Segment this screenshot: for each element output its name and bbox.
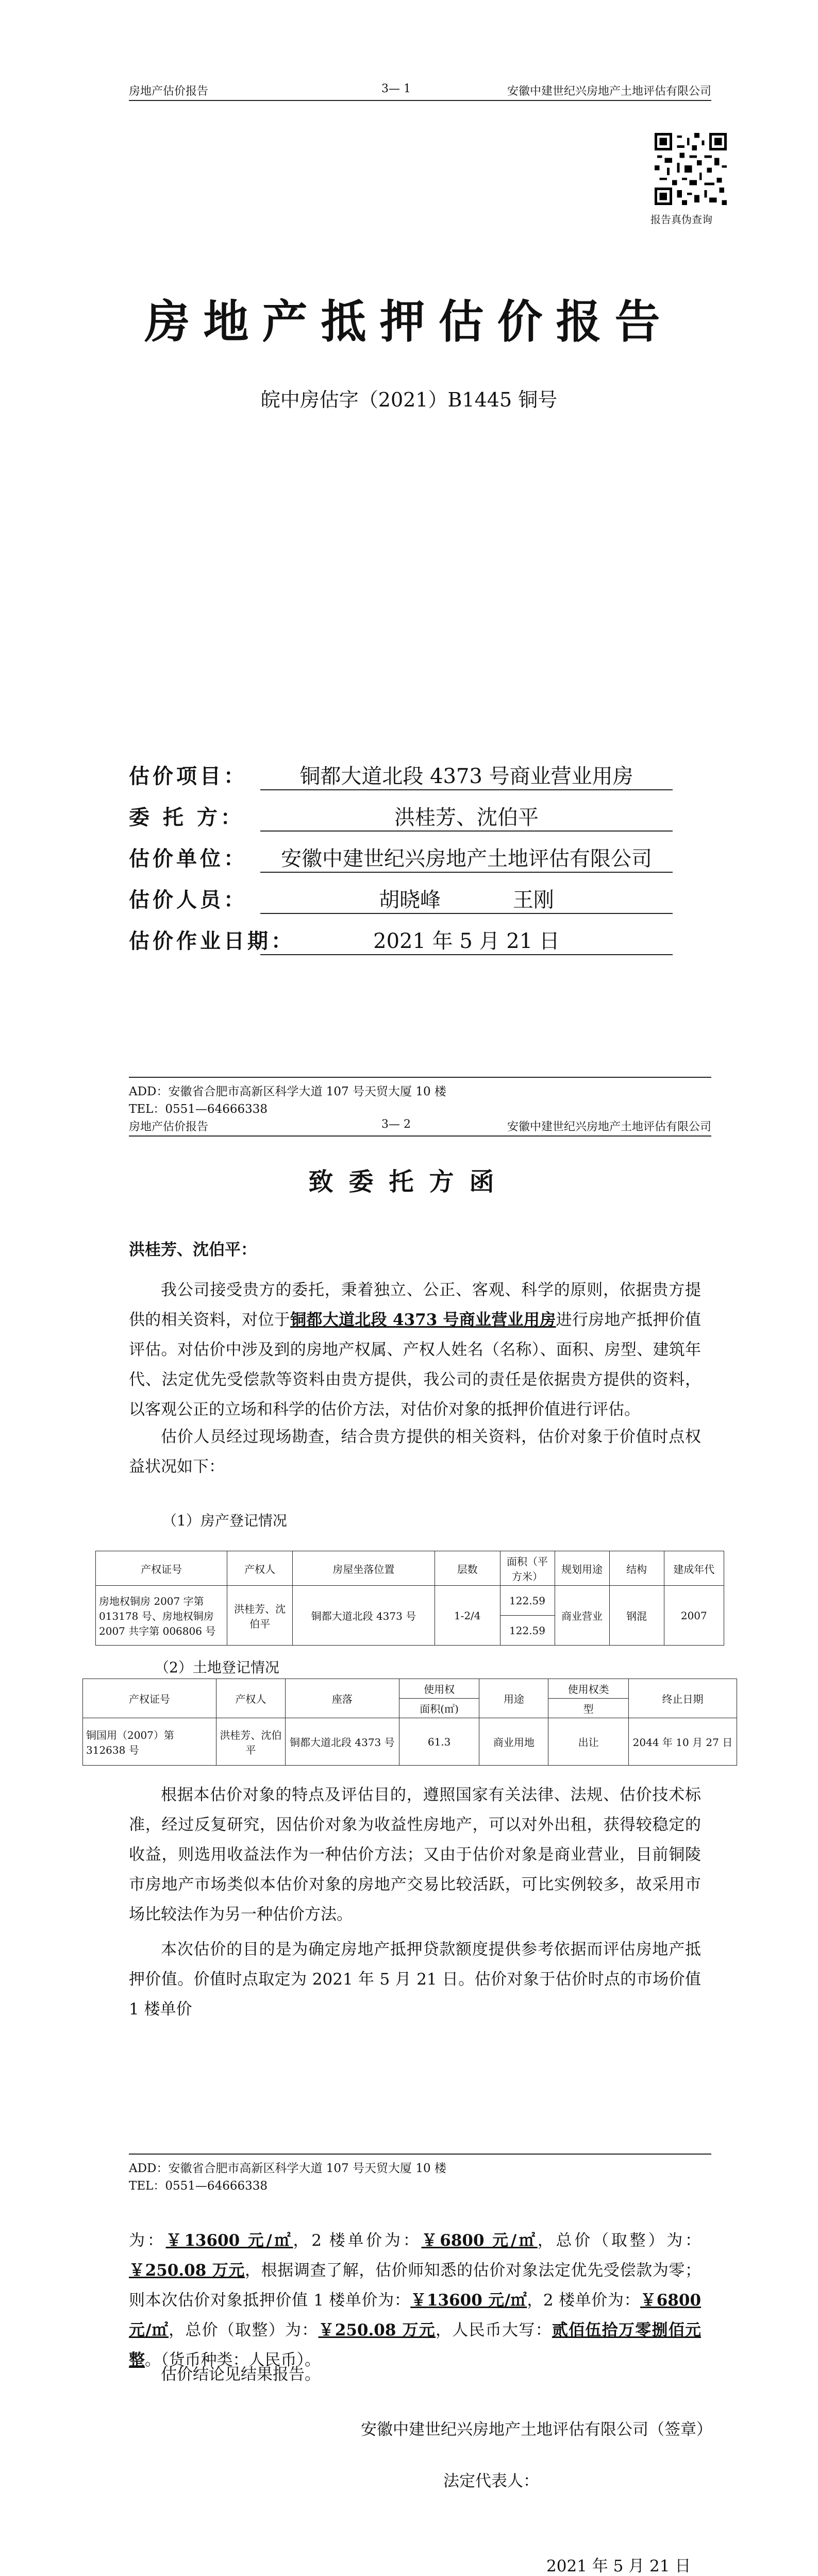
footer-phone: TEL：0551—64666338 — [129, 1103, 268, 1116]
text: 为： — [129, 2231, 166, 2250]
unit-price-floor2: ￥6800 元/㎡ — [421, 2231, 538, 2250]
paragraph-valuation-result — [129, 2226, 701, 2375]
qr-code-icon[interactable] — [655, 133, 727, 205]
mortgage-unit-price-floor2: ￥6800 元/㎡ — [129, 2291, 702, 2340]
field-label-project: 估价项目： — [129, 764, 247, 788]
salutation: 洪桂芳、沈伯平： — [129, 1241, 257, 1259]
footer-address: ADD：安徽省合肥市高新区科学大道 107 号天贸大厦 10 楼 — [129, 1085, 446, 1098]
text: ，2 楼单价为： — [527, 2291, 641, 2310]
column-header: 结构 — [609, 1551, 664, 1586]
page-footer — [129, 2154, 711, 2195]
field-label-date: 估价作业日期： — [129, 929, 295, 953]
table-cell: 洪桂芳、沈伯平 — [216, 1718, 286, 1766]
column-header: 建成年代 — [664, 1551, 724, 1586]
header-page-number: 3— 1 — [381, 82, 411, 95]
signature-date: 2021 年 5 月 21 日 — [546, 2557, 691, 2575]
unit-price-floor1: ￥13600 元/㎡ — [165, 2231, 293, 2250]
text: 我公司接受贵方的委托，秉着独立、公正、客观、科学的原则，依据贵方提供的相关资料，对位于 — [129, 1281, 701, 1329]
paragraph-inspection: 估价人员经过现场勘查，结合贵方提供的相关资料，估价对象于价值时点权益状况如下： — [129, 1428, 701, 1476]
report-number: 皖中房估字（2021）B1445 铜号 — [260, 388, 558, 411]
header-right: 安徽中建世纪兴房地产土地评估有限公司 — [507, 85, 711, 98]
table-cell: 1-2/4 — [435, 1586, 500, 1646]
total-price: ￥250.08 万元 — [129, 2261, 245, 2280]
column-header: 座落 — [285, 1679, 399, 1718]
header-left: 房地产估价报告 — [129, 85, 209, 98]
table-cell: 商业用地 — [479, 1718, 548, 1766]
column-header: 面积(㎡) — [399, 1699, 479, 1718]
qr-caption: 报告真伪查询 — [650, 213, 712, 226]
mortgage-unit-price-floor1: ￥13600 元/㎡ — [410, 2291, 527, 2310]
table-cell: 铜都大道北段 4373 号 — [285, 1718, 399, 1766]
field-value-date: 2021 年 5 月 21 日 — [260, 925, 673, 955]
text: 进行房地产抵押价值评估。对估价中涉及到的房地产权属、产权人姓名（名称）、面积、房型、建筑年代、法定优先受偿款等资料由贵方提供，我公司的责任是依据贵方提供的资料，以客观公正的立场和科学的估价方法，对估价对象的抵押价值进行评估。 — [129, 1311, 702, 1419]
table-cell: 出让 — [548, 1718, 629, 1766]
table-cell: 2044 年 10 月 27 日 — [628, 1718, 737, 1766]
field-value-appraisers: 胡晓峰 王刚 — [260, 884, 673, 914]
column-header: 终止日期 — [628, 1679, 737, 1718]
table-cell: 122.59 — [500, 1586, 555, 1616]
footer-rule — [129, 1077, 711, 1078]
section-house-registration: （1）房产登记情况 — [162, 1512, 287, 1529]
text: 。（货币种类：人民币）。 — [145, 2351, 321, 2369]
text: ，总价（取整）为： — [169, 2321, 319, 2340]
footer-address: ADD：安徽省合肥市高新区科学大道 107 号天贸大厦 10 楼 — [129, 2162, 446, 2175]
text: ，总价（取整）为： — [537, 2231, 702, 2250]
text: ，根据调查了解，估价师知悉的估价对象法定优先受偿款为零；则本次估价对象抵押价值 1 楼单价为： — [129, 2261, 702, 2310]
page-footer — [129, 1077, 711, 1118]
table-cell: 2007 — [664, 1586, 724, 1646]
field-label-appraisers: 估价人员： — [129, 888, 247, 912]
paragraph-purpose: 本次估价的目的是为确定房地产抵押贷款额度提供参考依据而评估房地产抵押价值。价值时点取定为 2021 年 5 月 21 日。估价对象于估价时点的市场价值 1 楼单价 — [129, 1940, 701, 2019]
footer-phone: TEL：0551—64666338 — [129, 2179, 268, 2193]
header-rule — [129, 1136, 711, 1137]
table-cell: 钢混 — [609, 1586, 664, 1646]
table-cell: 61.3 — [399, 1718, 479, 1766]
property-address: 铜都大道北段 4373 号商业营业用房 — [290, 1311, 556, 1329]
column-header: 型 — [548, 1699, 629, 1718]
paragraph-intro — [129, 1275, 701, 1425]
mortgage-total-price: ￥250.08 万元 — [318, 2321, 436, 2340]
paragraph-conclusion: 估价结论见结果报告。 — [161, 2365, 321, 2384]
text: ，2 楼单价为： — [293, 2231, 422, 2250]
table-cell: 商业营业 — [555, 1586, 609, 1646]
footer-rule — [129, 2154, 711, 2155]
letter-title: 致委托方函 — [308, 1167, 510, 1196]
text: ，人民币大写： — [436, 2321, 552, 2340]
signature-company: 安徽中建世纪兴房地产土地评估有限公司（签章） — [361, 2420, 712, 2439]
column-header: 产权证号 — [83, 1679, 216, 1718]
table-cell: 铜都大道北段 4373 号 — [292, 1586, 435, 1646]
table-cell: 铜国用（2007）第 312638 号 — [83, 1718, 216, 1766]
field-label-client: 委 托 方： — [129, 805, 244, 829]
table-cell: 洪桂芳、沈伯平 — [227, 1586, 293, 1646]
column-header: 规划用途 — [555, 1551, 609, 1586]
paragraph-method: 根据本估价对象的特点及评估目的，遵照国家有关法律、法规、估价技术标准，经过反复研究，因估价对象为收益性房地产，可以对外出租，获得较稳定的收益，则选用收益法作为一种估价方法；又由于估价对象是商业营业，目前铜陵市房地产市场类似本估价对象的房地产交易比较活跃，可比实例较多，故采用市场比较法作为另一种估价方法。 — [129, 1786, 701, 1924]
field-value-client: 洪桂芳、沈伯平 — [260, 801, 673, 832]
field-value-project: 铜都大道北段 4373 号商业营业用房 — [260, 760, 673, 790]
column-header: 面积（平方米） — [500, 1551, 555, 1586]
amount-in-words: 贰佰伍拾万零捌佰元整 — [129, 2321, 701, 2369]
column-header: 使用权 — [399, 1679, 479, 1699]
column-header: 产权证号 — [96, 1551, 227, 1586]
header-page-number: 3— 2 — [381, 1118, 411, 1131]
column-header: 产权人 — [227, 1551, 293, 1586]
field-value-appraiser-org: 安徽中建世纪兴房地产土地评估有限公司 — [260, 842, 673, 873]
column-header: 用途 — [479, 1679, 548, 1718]
report-title: 房地产抵押估价报告 — [144, 295, 674, 348]
field-label-appraiser-org: 估价单位： — [129, 846, 247, 871]
land-registration-table — [82, 1679, 737, 1766]
table-cell: 房地权铜房 2007 字第 013178 号、房地权铜房 2007 共字第 006806 号 — [96, 1586, 227, 1646]
column-header: 使用权类 — [548, 1679, 629, 1699]
column-header: 层数 — [435, 1551, 500, 1586]
section-land-registration: （2）土地登记情况 — [155, 1659, 279, 1676]
column-header: 房屋坐落位置 — [292, 1551, 435, 1586]
house-registration-table — [95, 1551, 724, 1646]
header-right: 安徽中建世纪兴房地产土地评估有限公司 — [507, 1121, 711, 1133]
signature-legal-rep: 法定代表人： — [443, 2472, 539, 2490]
header-rule — [129, 100, 711, 101]
table-cell: 122.59 — [500, 1616, 555, 1646]
header-left: 房地产估价报告 — [129, 1121, 209, 1133]
column-header: 产权人 — [216, 1679, 286, 1718]
